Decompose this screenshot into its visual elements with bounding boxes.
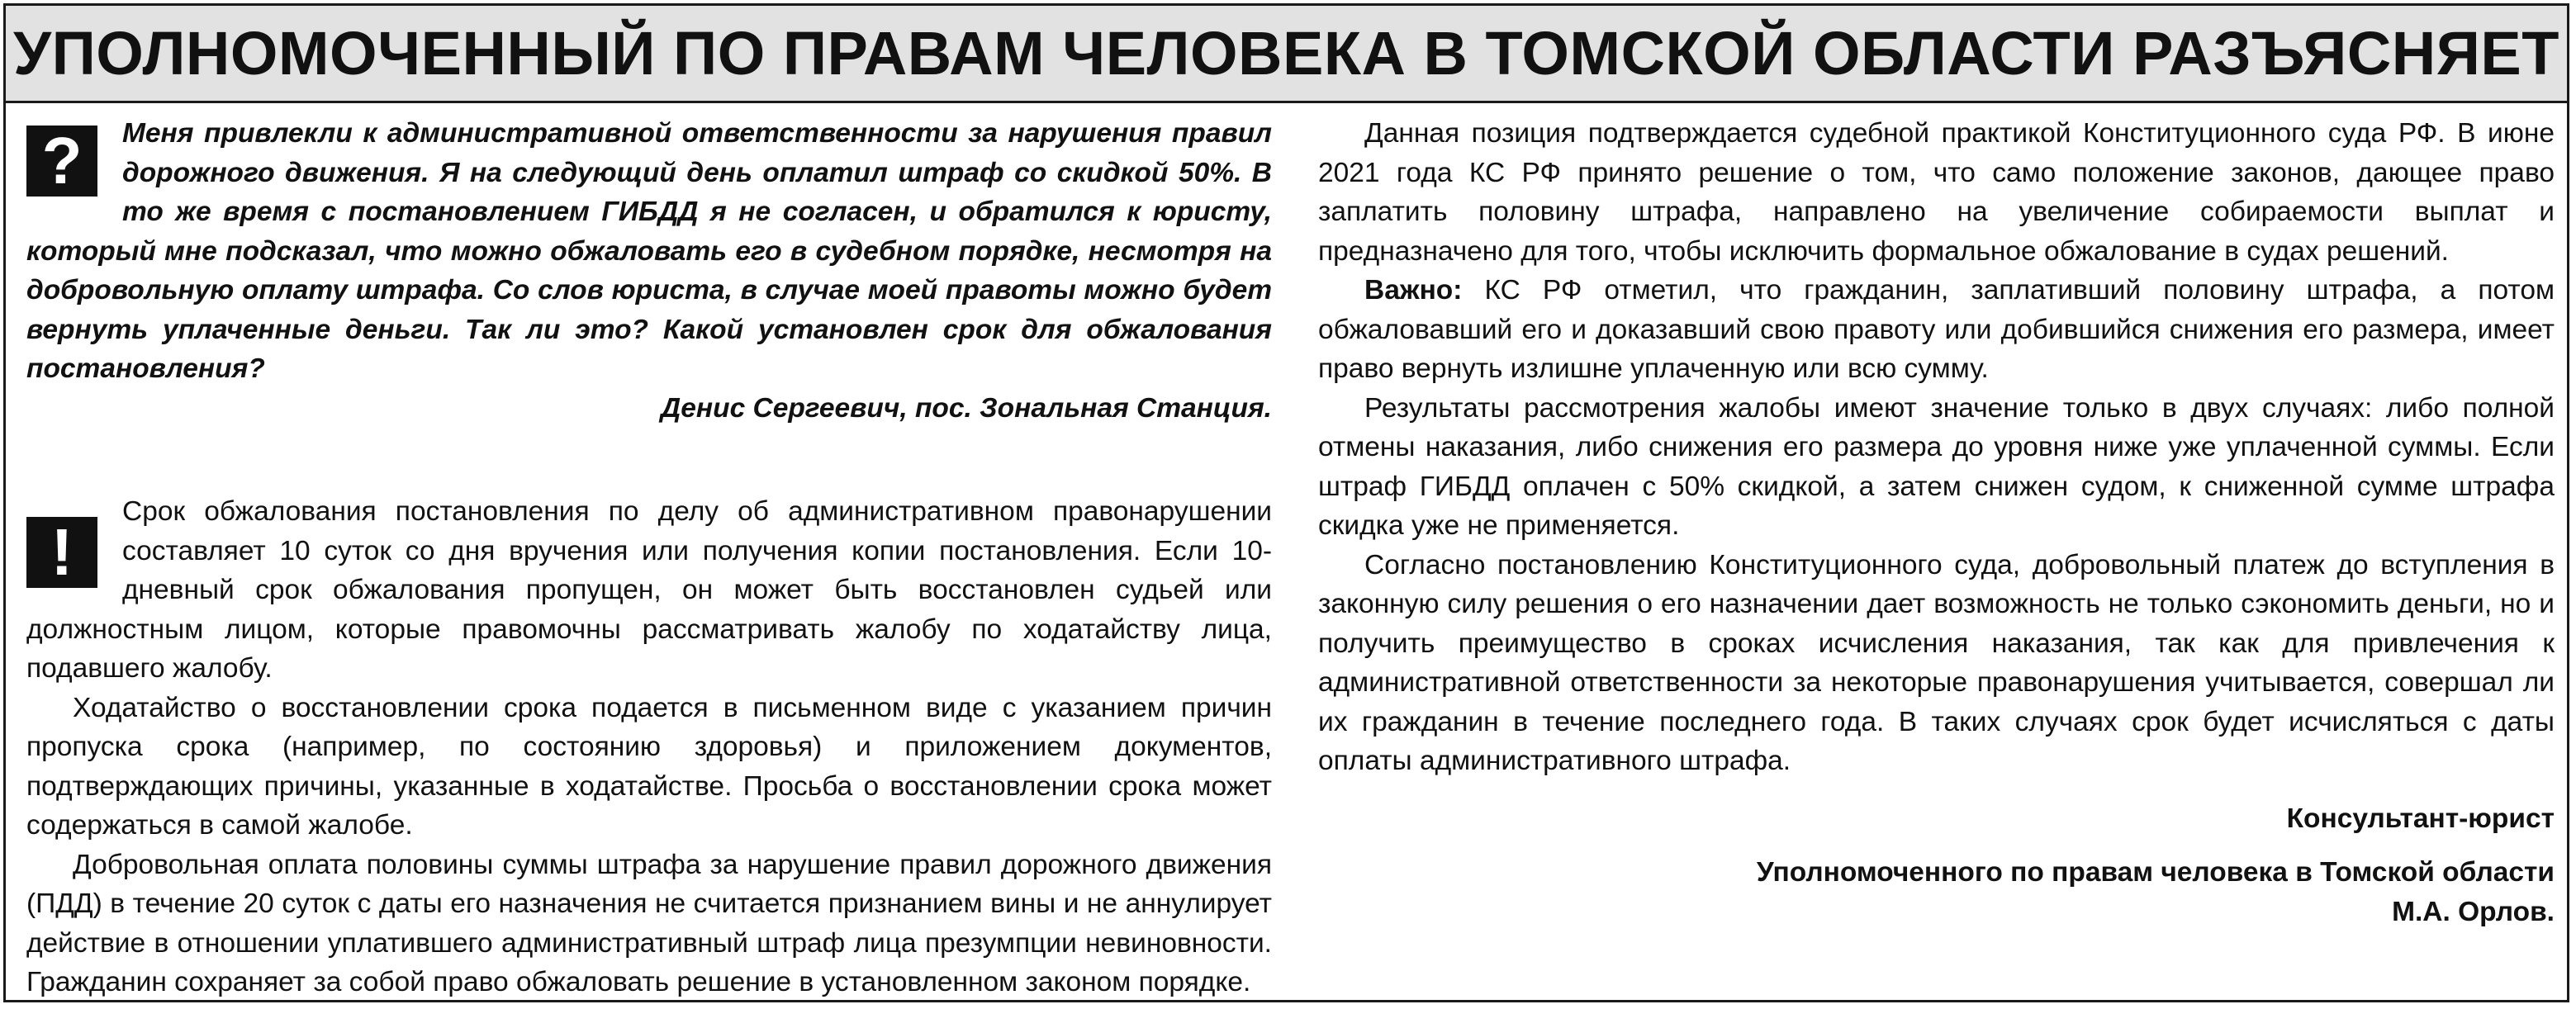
answer-paragraph: Согласно постановлению Конституционного суда, добровольный платеж до вступления в законную силу решения о его назначении дает возможность не только сэкономить деньги, но и получить преимущество в сроках исчисления наказания, так как для привлечения к административной ответственности за некоторые правонарушения учитывается, совершал ли их гражданин в течение последнего года. В таких случаях срок будет исчисляться с даты оплаты административного штрафа. (1318, 549, 2555, 776)
answer-paragraph: Результаты рассмотрения жалобы имеют значение только в двух случаях: либо полной отмены наказания, либо снижения его размера до уровня ниже уже уплаченной суммы. Если штраф ГИБДД оплачен с 50% скидкой, а затем снижен судом, к сниженной сумме штрафа скидка уже не применяется. (1318, 392, 2555, 541)
exclamation-mark-icon: ! (26, 517, 97, 588)
important-text: КС РФ отметил, что гражданин, заплативший половину штрафа, а потом обжаловавший его и доказавший свою правоту или добившийся снижения его размера, имеет право вернуть излишне уплаченную или всю сумму. (1318, 275, 2555, 384)
question-text: Меня привлекли к административной ответственности за нарушения правил дорожного движения. Я на следующий день оплатил штраф со скидкой 50%. В то же время с постановлением ГИБДД я не согласен, и обратился к юристу, который мне подсказал, что можно обжаловать его в судебном порядке, несмотря на добровольную оплату штрафа. Со слов юриста, в случае моей правоты можно будет вернуть уплаченные деньги. Так ли это? Какой установлен срок для обжалования постановления? (26, 118, 1272, 384)
right-column (1318, 114, 2555, 931)
answer-paragraph: Добровольная оплата половины суммы штрафа за нарушение правил дорожного движения (ПДД) в течение 20 суток с даты его назначения не считается признанием вины и не аннулирует действие в отношении уплатившего административный штраф лица презумпции невиновности. Гражданин сохраняет за собой право обжаловать решение в установленном законом порядке. (26, 849, 1272, 997)
header-bar (6, 6, 2567, 103)
signature-role: Консультант-юрист (2286, 803, 2555, 834)
signature-name: М.А. Орлов. (2392, 896, 2555, 927)
question-author: Денис Сергеевич, пос. Зональная Станция. (661, 392, 1272, 424)
important-label: Важно: (1364, 275, 1463, 306)
question-mark-icon: ? (26, 126, 97, 197)
answer-paragraph: Данная позиция подтверждается судебной практикой Конституционного суда РФ. В июне 2021 года КС РФ принято решение о том, что само положение законов, дающее право заплатить половину штрафа, направлено на увеличение собираемости выплат и предназначено для того, чтобы исключить формальное обжалование в судах решений. (1318, 118, 2555, 267)
answer-paragraph: Срок обжалования постановления по делу об административном правонарушении составляет 10 суток со дня вручения или получения копии постановления. Если 10-дневный срок обжалования пропущен, он может быть восстановлен судьей или должностным лицом, которые правомочны рассматривать жалобу по ходатайству лица, подавшего жалобу. (26, 496, 1272, 684)
left-column (26, 114, 1272, 1002)
page-title: УПОЛНОМОЧЕННЫЙ ПО ПРАВАМ ЧЕЛОВЕКА В ТОМСКОЙ ОБЛАСТИ РАЗЪЯСНЯЕТ (13, 19, 2559, 88)
important-paragraph (1318, 271, 2555, 389)
answer-paragraph: Ходатайство о восстановлении срока подается в письменном виде с указанием причин пропуска срока (например, по состоянию здоровья) и приложением документов, подтверждающих причины, указанные в ходатайстве. Просьба о восстановлении срока может содержаться в самой жалобе. (26, 692, 1272, 841)
question-block (26, 114, 1272, 428)
answer-block (26, 492, 1272, 1002)
signature-block (1318, 799, 2555, 932)
signature-organization: Уполномоченного по правам человека в Томской области (1756, 857, 2555, 888)
